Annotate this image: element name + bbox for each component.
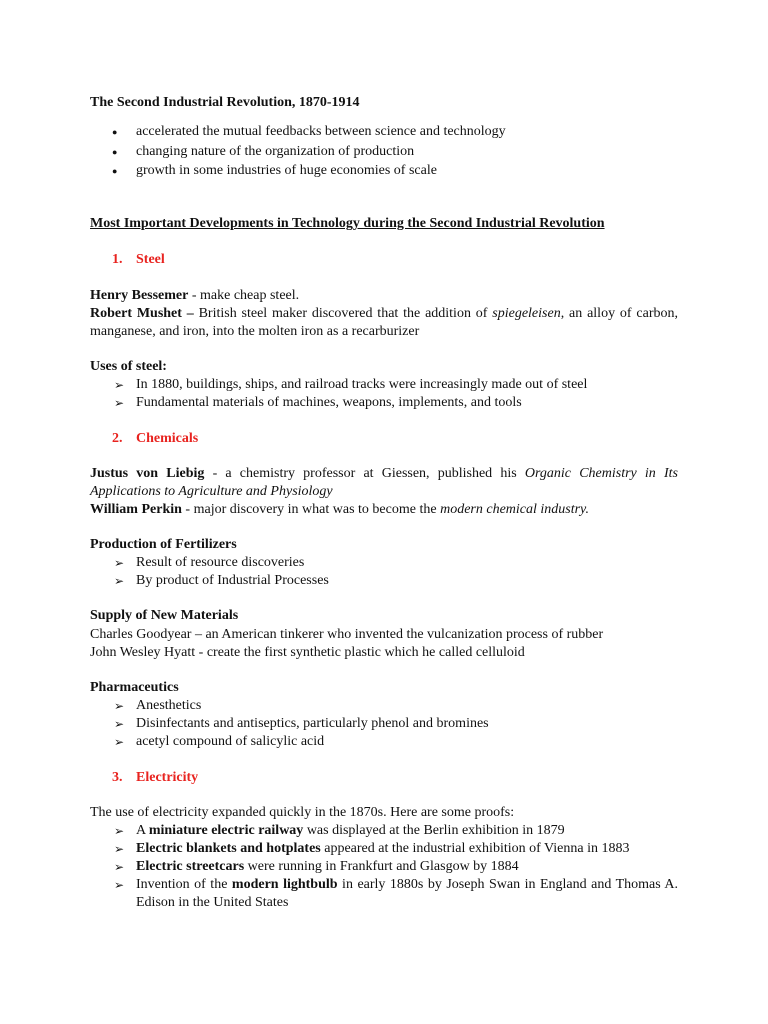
item-text: appeared at the industrial exhibition of Vienna in 1883 [320, 841, 630, 856]
list-item: Result of resource discoveries [136, 555, 305, 570]
uses-heading: Uses of steel: [90, 359, 167, 374]
intro-bullet: accelerated the mutual feedbacks between science and technology [136, 124, 506, 139]
intro-bullet: changing nature of the organization of production [136, 144, 415, 159]
arrow-bullet-icon: ➢ [114, 378, 125, 392]
list-item [136, 840, 678, 858]
materials-line: Charles Goodyear – an American tinkerer who invented the vulcanization process of rubber [90, 627, 604, 642]
item-text: in early 1880s by Joseph Swan in England and Thomas A. Edison in the United States [136, 877, 679, 910]
item-bold: Electric blankets and hotplates [136, 841, 321, 856]
list-item [136, 858, 678, 876]
list-item: acetyl compound of salicylic acid [136, 734, 325, 749]
section-title-steel: Steel [136, 252, 165, 267]
italic-term: spiegeleisen [492, 306, 561, 321]
paragraph-text: British steel maker discovered that the addition of [193, 306, 493, 321]
section-number: 3. [112, 770, 123, 785]
italic-term: modern chemical industry. [440, 502, 589, 517]
main-heading: Most Important Developments in Technology during the Second Industrial Revolution [90, 216, 605, 231]
section-title-chemicals: Chemicals [136, 431, 199, 446]
arrow-bullet-icon: ➢ [114, 717, 125, 731]
section-title-electricity: Electricity [136, 770, 199, 785]
bullet-dot-icon: ● [112, 147, 118, 157]
item-text: were running in Frankfurt and Glasgow by 1884 [244, 859, 519, 874]
pharma-heading: Pharmaceutics [90, 680, 179, 695]
mushet-paragraph [90, 305, 678, 341]
person-name: Justus von Liebig [90, 466, 205, 481]
arrow-bullet-icon: ➢ [114, 735, 125, 749]
person-name: William Perkin [90, 502, 182, 517]
materials-heading: Supply of New Materials [90, 608, 239, 623]
paragraph-text: , an alloy of carbon, manganese, and iron, into the molten iron as a recarburizer [90, 306, 678, 339]
bullet-dot-icon: ● [112, 127, 118, 137]
list-item: Fundamental materials of machines, weapons, implements, and tools [136, 395, 522, 410]
person-name: Robert Mushet – [90, 306, 194, 321]
page-title: The Second Industrial Revolution, 1870-1914 [90, 95, 360, 110]
list-item: By product of Industrial Processes [136, 573, 329, 588]
list-item [136, 822, 678, 840]
arrow-bullet-icon: ➢ [114, 396, 125, 410]
bessemer-line [90, 287, 678, 305]
item-bold: modern lightbulb [231, 877, 338, 892]
item-bold: Electric streetcars [136, 859, 245, 874]
arrow-bullet-icon: ➢ [114, 842, 125, 856]
item-text: was displayed at the Berlin exhibition in 1879 [303, 823, 565, 838]
bullet-dot-icon: ● [112, 166, 118, 176]
electricity-intro: The use of electricity expanded quickly in the 1870s. Here are some proofs: [90, 805, 515, 820]
arrow-bullet-icon: ➢ [114, 574, 125, 588]
person-description: - make cheap steel. [188, 288, 300, 303]
item-text: Invention of the [136, 877, 232, 892]
intro-bullet: growth in some industries of huge economies of scale [136, 163, 437, 178]
perkin-line [90, 501, 678, 519]
item-bold: miniature electric railway [148, 823, 304, 838]
paragraph-text: - a chemistry professor at Giessen, published his [204, 466, 525, 481]
arrow-bullet-icon: ➢ [114, 824, 125, 838]
paragraph-text: - major discovery in what was to become the [181, 502, 441, 517]
italic-title: Organic Chemistry in Its Applications to Agriculture and Physiology [90, 466, 678, 499]
list-item: In 1880, buildings, ships, and railroad tracks were increasingly made out of steel [136, 377, 588, 392]
arrow-bullet-icon: ➢ [114, 860, 125, 874]
list-item: Disinfectants and antiseptics, particularly phenol and bromines [136, 716, 489, 731]
item-text: A [136, 823, 149, 838]
arrow-bullet-icon: ➢ [114, 699, 125, 713]
arrow-bullet-icon: ➢ [114, 878, 125, 892]
fertilizers-heading: Production of Fertilizers [90, 537, 237, 552]
arrow-bullet-icon: ➢ [114, 556, 125, 570]
liebig-paragraph [90, 465, 678, 501]
list-item: Anesthetics [136, 698, 202, 713]
person-name: Henry Bessemer [90, 288, 189, 303]
materials-line: John Wesley Hyatt - create the first synthetic plastic which he called celluloid [90, 645, 525, 660]
section-number: 1. [112, 252, 123, 267]
list-item [136, 876, 678, 912]
section-number: 2. [112, 431, 123, 446]
